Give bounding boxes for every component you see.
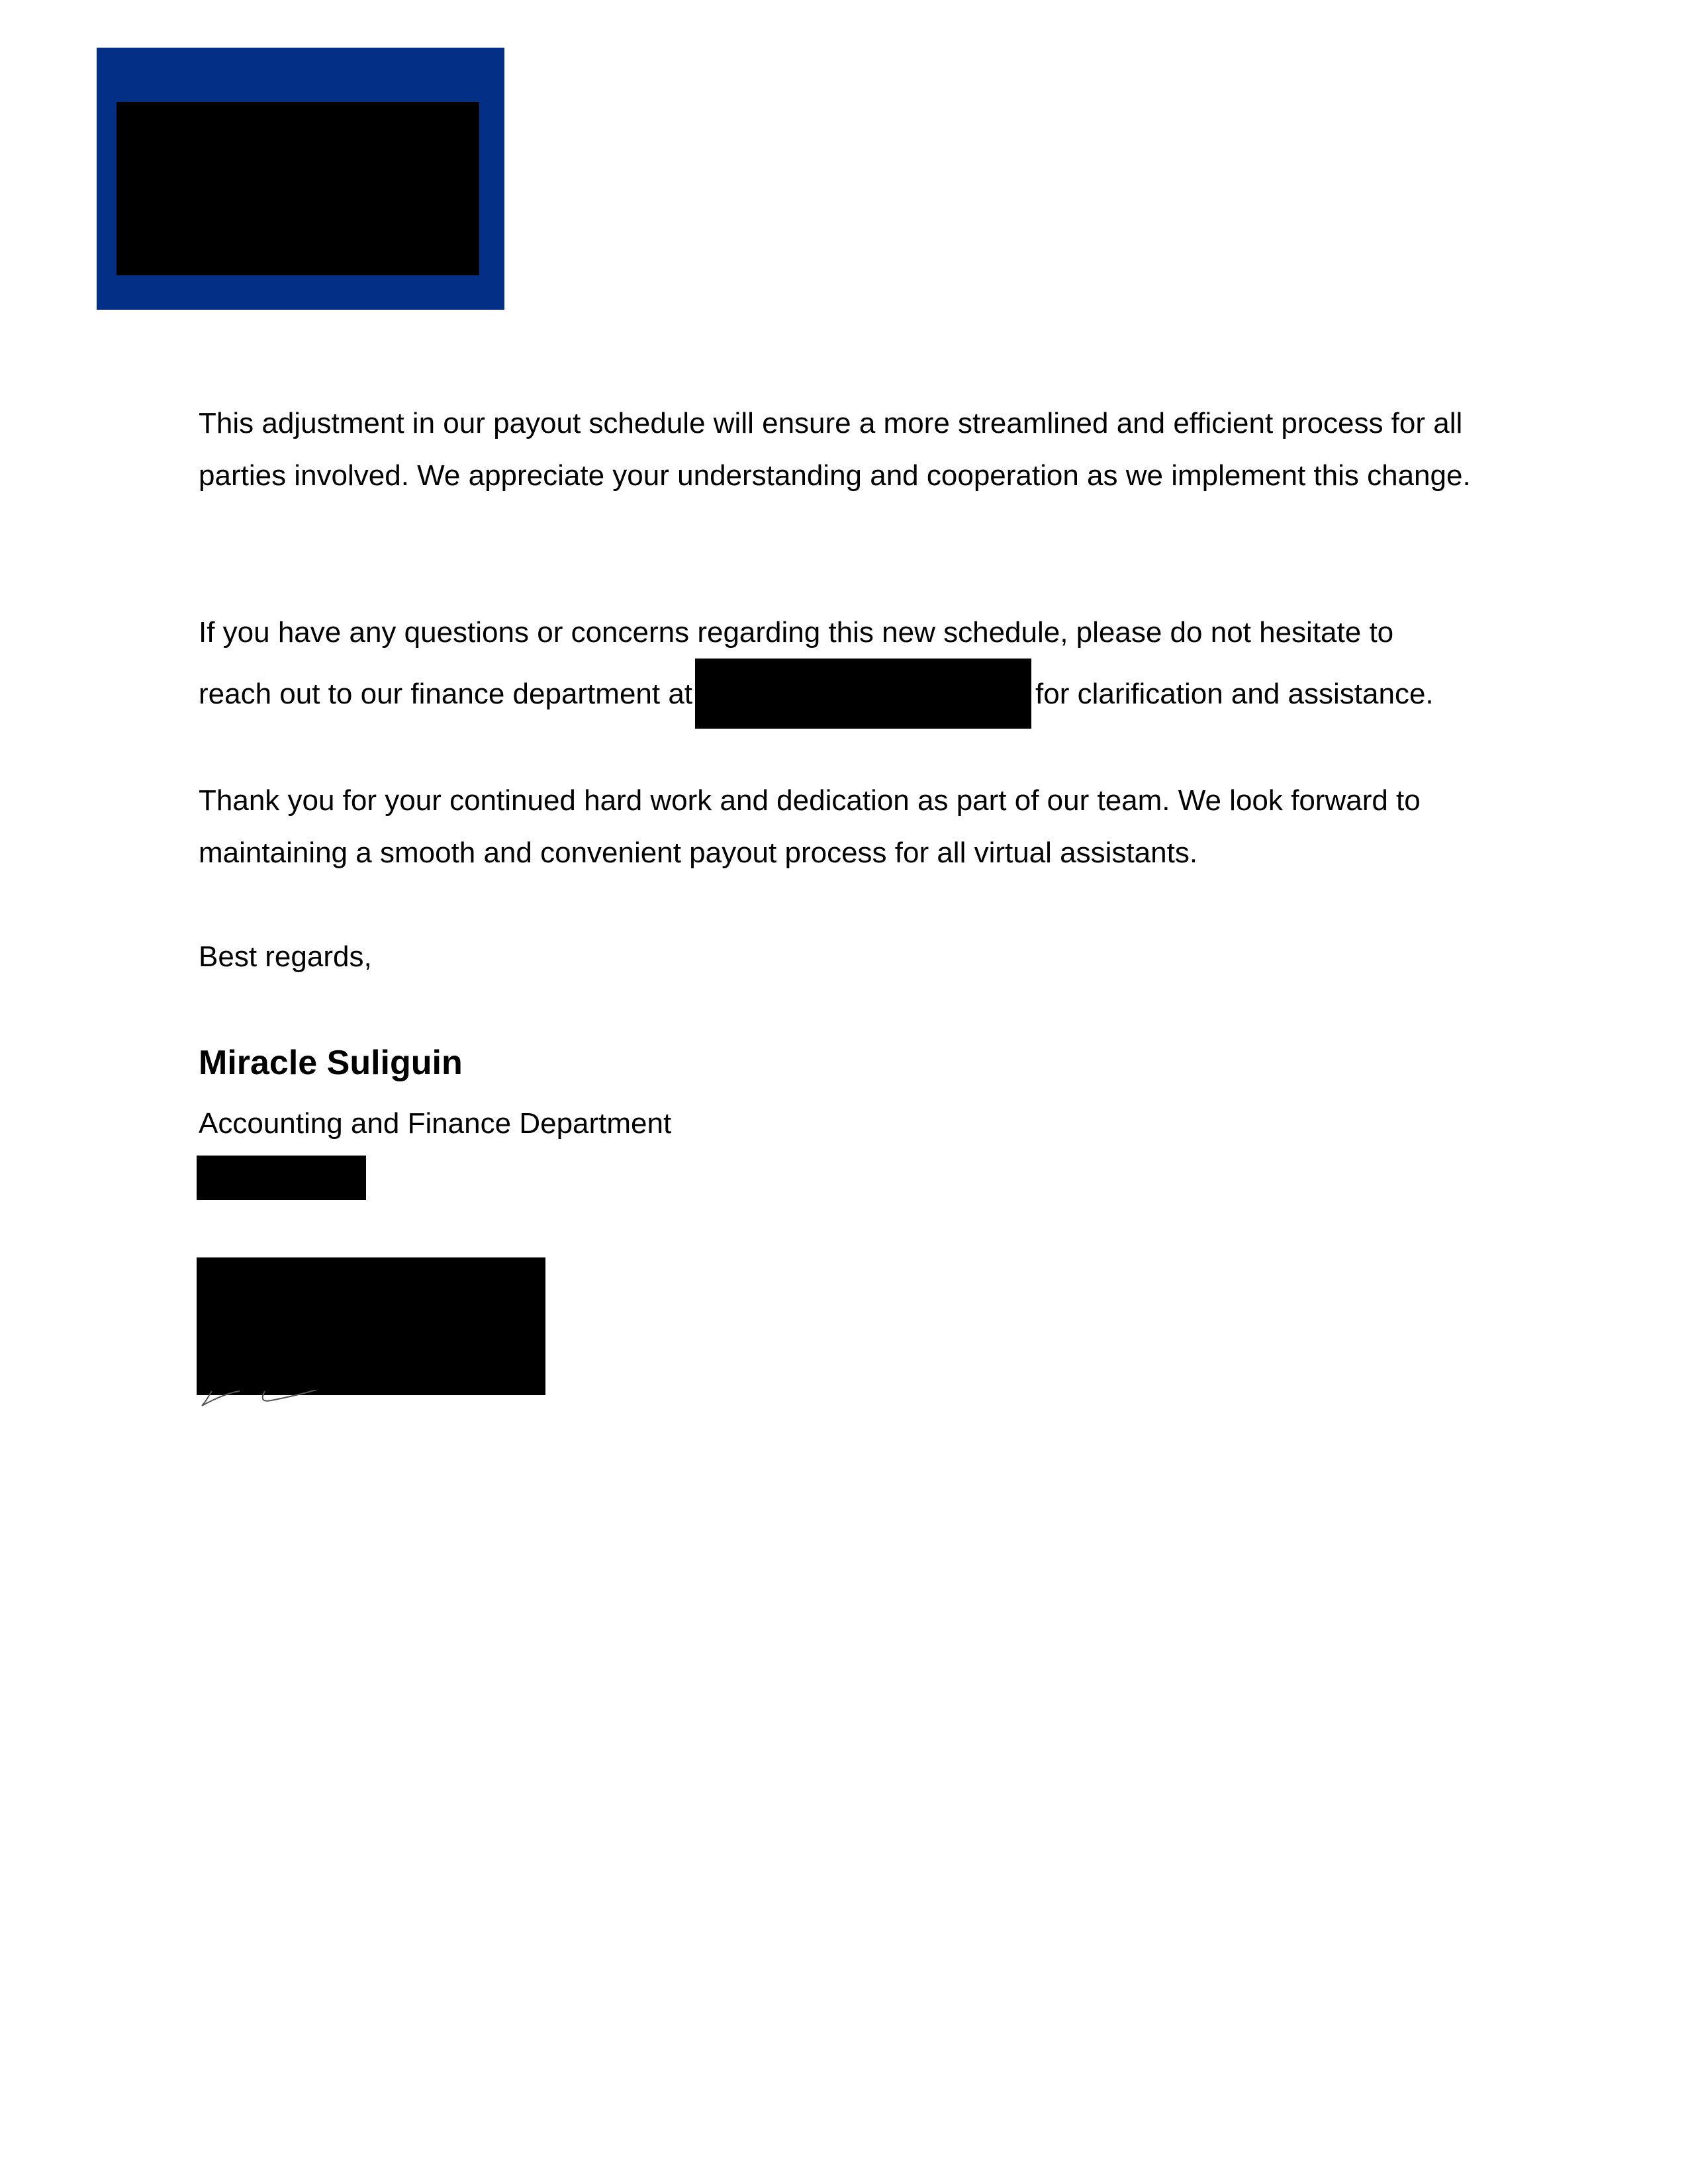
signature-stroke	[202, 1390, 316, 1406]
contact-paragraph-line2	[199, 659, 1434, 729]
signer-name: Miracle Suliguin	[199, 1044, 463, 1082]
contact-paragraph-line1: If you have any questions or concerns regarding this new schedule, please do not hesitate to	[199, 616, 1394, 649]
logo-redaction	[117, 102, 479, 275]
contact-line2-after: for clarification and assistance.	[1035, 677, 1434, 710]
signature-scribble	[199, 1390, 331, 1423]
contact-paragraph	[199, 606, 1496, 729]
signer-department: Accounting and Finance Department	[199, 1107, 672, 1140]
payout-adjustment-paragraph: This adjustment in our payout schedule will ensure a more streamlined and efficient process for all parties involved. We appreciate your understanding and cooperation as we implement this change.	[199, 407, 1471, 492]
company-logo	[97, 48, 504, 310]
thanks-paragraph: Thank you for your continued hard work and dedication as part of our team. We look forward to maintaining a smooth and convenient payout process for all virtual assistants.	[199, 784, 1421, 869]
signer-detail-redaction	[197, 1156, 366, 1200]
signature-redaction	[197, 1257, 545, 1395]
closing-line: Best regards,	[199, 940, 372, 973]
contact-redaction	[695, 659, 1031, 729]
contact-line2-before: reach out to our finance department at	[199, 677, 693, 710]
